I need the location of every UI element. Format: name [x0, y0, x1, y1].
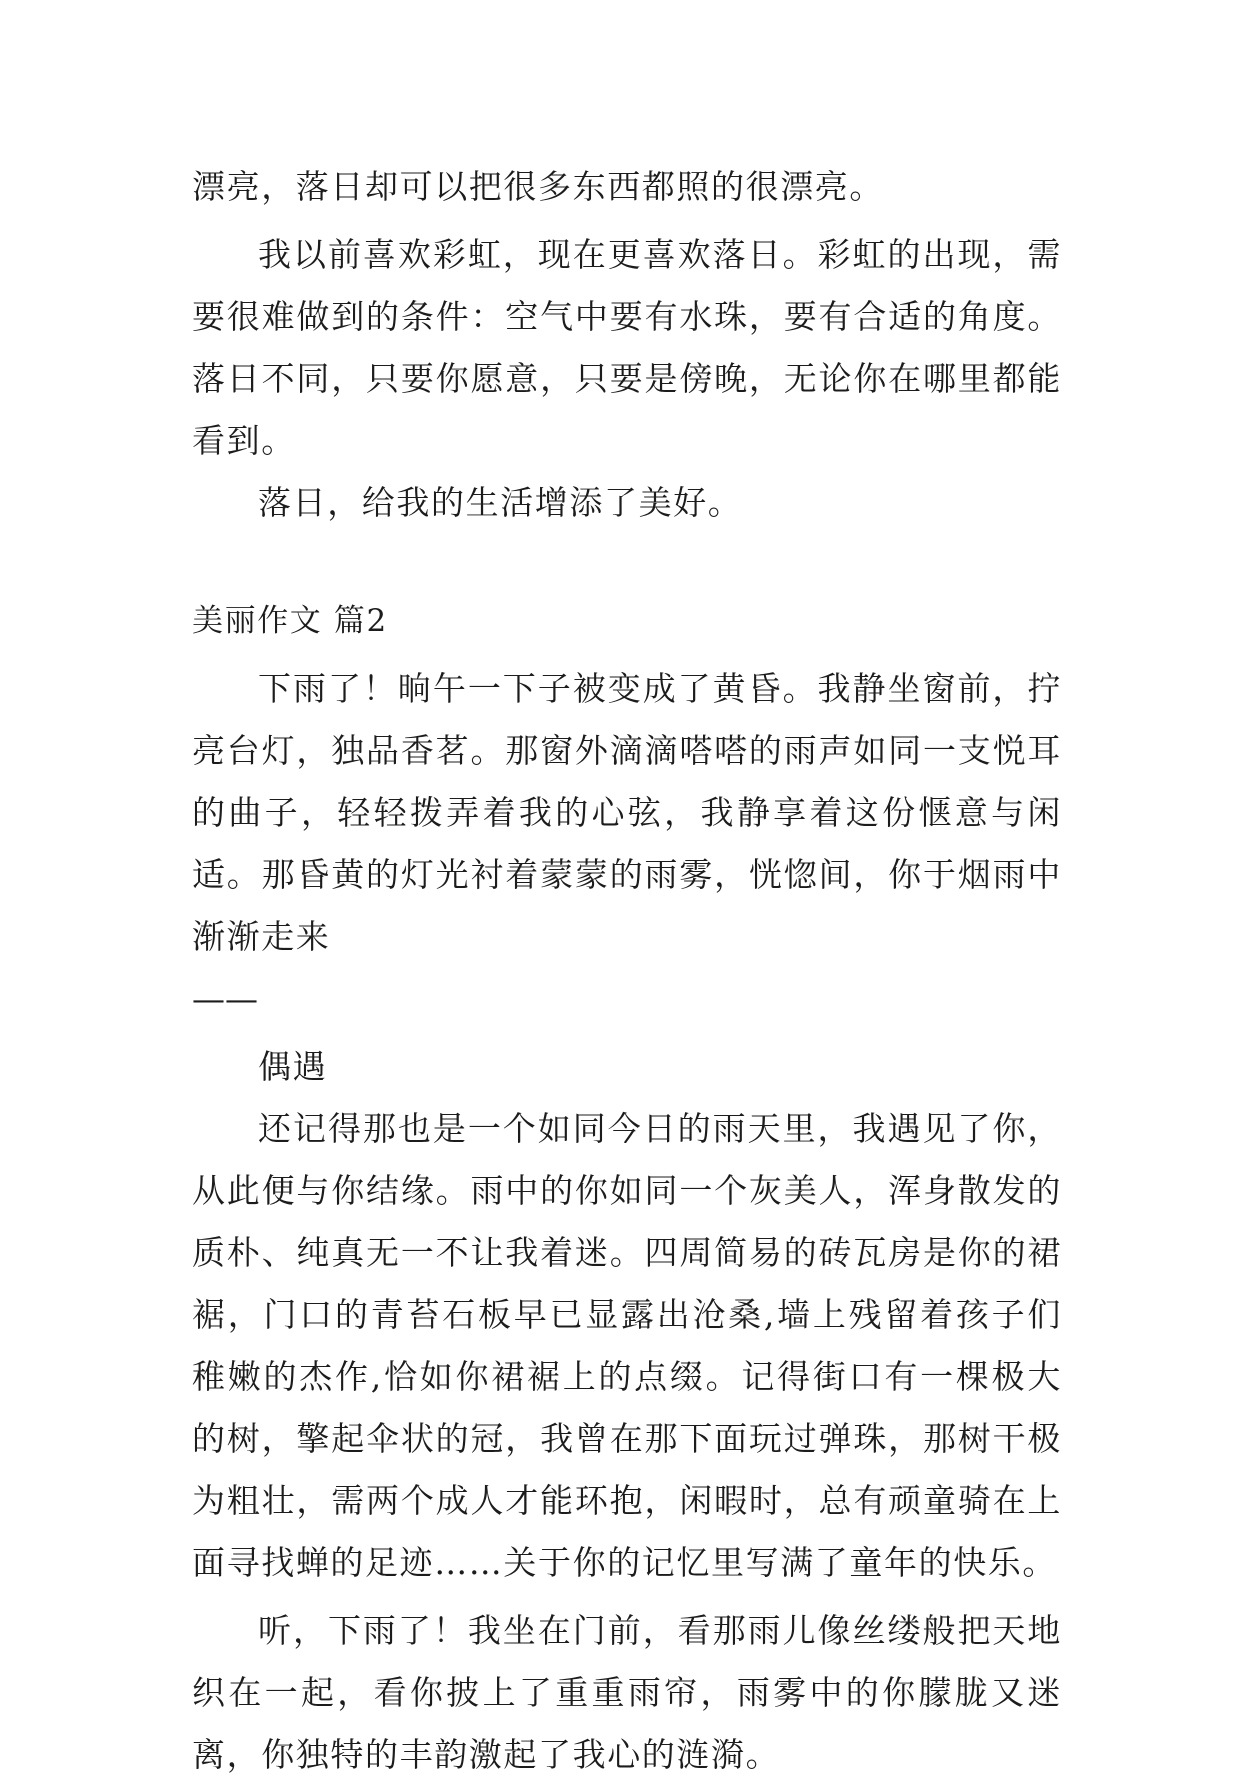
paragraph-memory: 还记得那也是一个如同今日的雨天里，我遇见了你，从此便与你结缘。雨中的你如同一个灰美人，浑身散发的质朴、纯真无一不让我着迷。四周简易的砖瓦房是你的裙裾，门口的青苔石板早已显露出沧桑,墙上残留着孩子们稚嫩的杰作,恰如你裙裾上的点缀。记得街口有一棵极大的树，擎起伞状的冠，我曾在那下面玩过弹珠，那树干极为粗壮，需两个成人才能环抱，闲暇时，总有顽童骑在上面寻找蝉的足迹……关于你的记忆里写满了童年的快乐。 [192, 1109, 1062, 1582]
paragraph-subtitle: 偶遇 [258, 1047, 328, 1086]
section-heading: 美丽作文 篇2 [192, 603, 388, 639]
paragraph-sunset-conclusion: 落日，给我的生活增添了美好。 [258, 483, 743, 522]
paragraph-rain-intro: 下雨了！晌午一下子被变成了黄昏。我静坐窗前，拧亮台灯，独品香茗。那窗外滴滴嗒嗒的雨声如同一支悦耳的曲子，轻轻拨弄着我的心弦，我静享着这份惬意与闲适。那昏黄的灯光衬着蒙蒙的雨雾，恍惚间，你于烟雨中渐渐走来 [192, 669, 1062, 956]
paragraph-continued: 漂亮，落日却可以把很多东西都照的很漂亮。 [192, 167, 884, 206]
paragraph-listen-rain: 听，下雨了！我坐在门前，看那雨儿像丝缕般把天地织在一起，看你披上了重重雨帘，雨雾中的你朦胧又迷离，你独特的丰韵激起了我心的涟漪。 [192, 1611, 1062, 1774]
paragraph-rainbow-sunset: 我以前喜欢彩虹，现在更喜欢落日。彩虹的出现，需要很难做到的条件：空气中要有水珠，要有合适的角度。落日不同，只要你愿意，只要是傍晚，无论你在哪里都能看到。 [192, 235, 1062, 460]
document-body [192, 156, 1062, 1786]
em-dash-line: —— [192, 979, 258, 1018]
